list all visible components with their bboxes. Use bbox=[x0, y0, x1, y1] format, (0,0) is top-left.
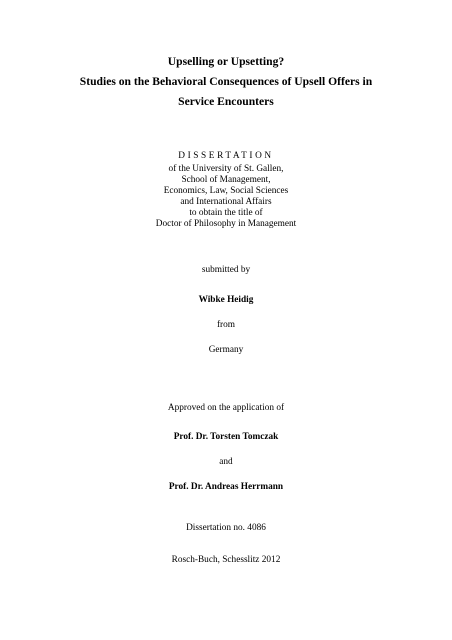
supervisor-2: Prof. Dr. Andreas Herrmann bbox=[168, 482, 284, 492]
dissertation-heading: DISSERTATION bbox=[178, 151, 274, 161]
dissertation-line-2: School of Management, bbox=[181, 175, 271, 185]
title-line-1: Upselling or Upsetting? bbox=[167, 55, 285, 68]
dissertation-number: Dissertation no. 4086 bbox=[186, 523, 266, 533]
dissertation-line-6: Doctor of Philosophy in Management bbox=[155, 219, 297, 229]
author-country: Germany bbox=[208, 345, 244, 355]
supervisor-1: Prof. Dr. Torsten Tomczak bbox=[173, 432, 279, 442]
title-line-3: Service Encounters bbox=[178, 95, 274, 108]
dissertation-line-5: to obtain the title of bbox=[189, 208, 263, 218]
title-line-2: Studies on the Behavioral Consequences of Upsell Offers in bbox=[79, 75, 373, 88]
author-name: Wibke Heidig bbox=[198, 295, 254, 305]
approved-text: Approved on the application of bbox=[167, 403, 285, 413]
dissertation-line-4: and International Affairs bbox=[180, 197, 272, 207]
dissertation-line-1: of the University of St. Gallen, bbox=[168, 164, 284, 174]
publisher-info: Rosch-Buch, Schesslitz 2012 bbox=[171, 555, 281, 565]
submitted-by-label: submitted by bbox=[201, 265, 251, 275]
and-label: and bbox=[219, 457, 233, 467]
from-label: from bbox=[216, 320, 236, 330]
dissertation-line-3: Economics, Law, Social Sciences bbox=[163, 186, 289, 196]
